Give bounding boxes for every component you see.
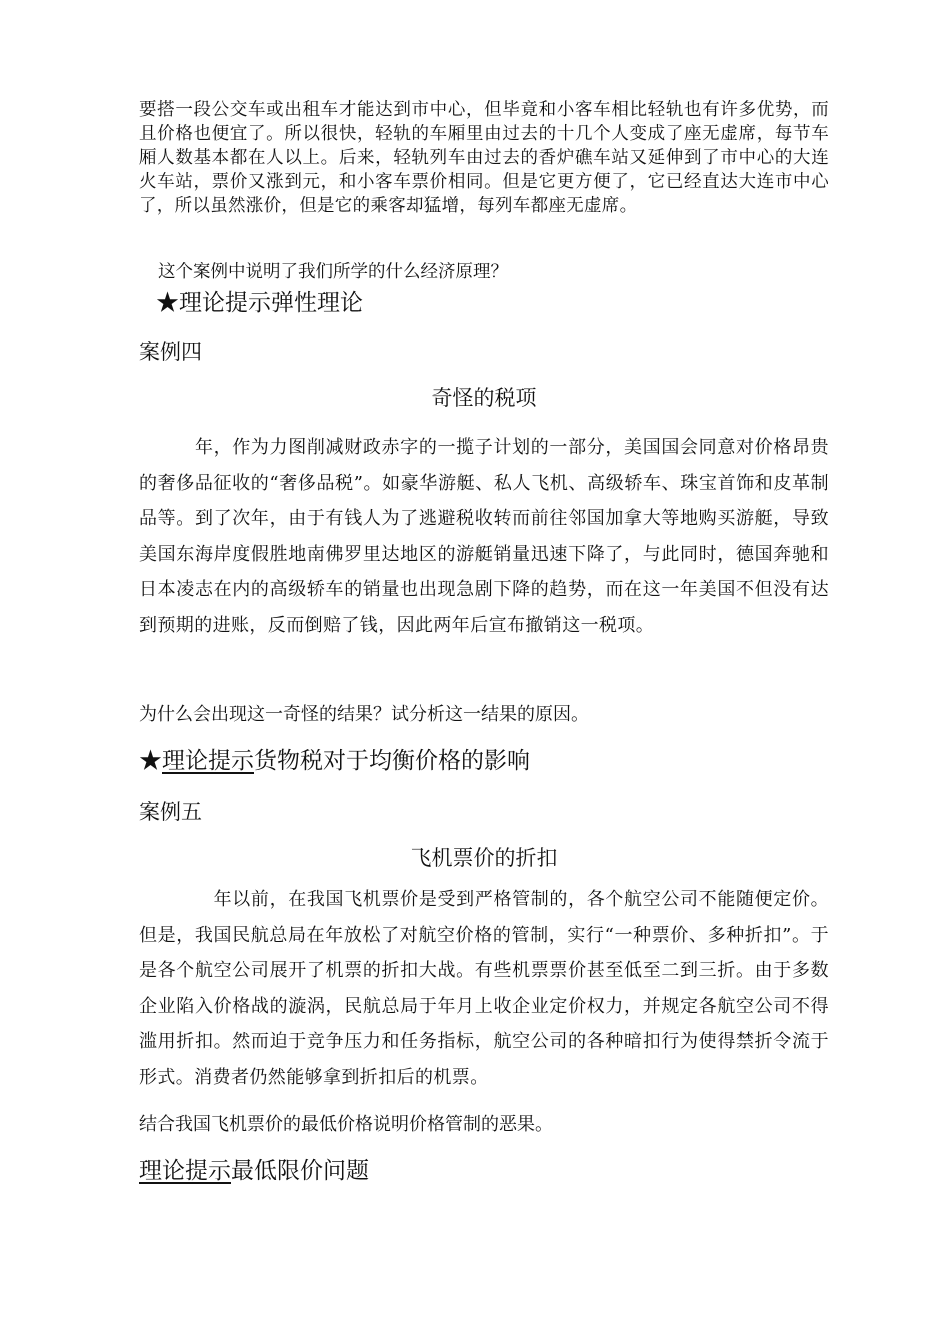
case3-paragraph: 要搭一段公交车或出租车才能达到市中心，但毕竟和小客车相比轻轨也有许多优势，而且价格也便宜了。所以很快，轻轨的车厢里由过去的十几个人变成了座无虚席，每节车厢人数基本都在人以上。后来，轻轨列车由过去的香炉礁车站又延伸到了市中心的大连火车站，票价又涨到元，和小客车票价相同。但是它更方便了，它已经直达大连市中心了，所以虽然涨价，但是它的乘客却猛增，每列车都座无虚席。 xyxy=(139,100,829,216)
theory-hint-text: 货物税对于均衡价格的影响 xyxy=(254,748,530,774)
case4-title: 奇怪的税项 xyxy=(431,386,537,410)
theory-hint-text: 最低限价问题 xyxy=(231,1158,369,1184)
case5-theory-hint xyxy=(139,1152,829,1185)
case5-label: 案例五 xyxy=(139,800,202,824)
case3-question: 这个案例中说明了我们所学的什么经济原理？ xyxy=(158,262,508,282)
case5-paragraph: 年以前，在我国飞机票价是受到严格管制的，各个航空公司不能随便定价。但是，我国民航总局在年放松了对航空价格的管制，实行“一种票价、多种折扣”。于是各个航空公司展开了机票的折扣大战。有些机票票价甚至低至二到三折。由于多数企业陷入价格战的漩涡，民航总局于年月上收企业定价权力，并规定各航空公司不得滥用折扣。然而迫于竞争压力和任务指标，航空公司的各种暗扣行为使得禁折令流于形式。消费者仍然能够拿到折扣后的机票。 xyxy=(139,889,829,1088)
theory-hint-label: 理论提示 xyxy=(162,748,254,774)
case4-label: 案例四 xyxy=(139,340,202,364)
case5-question: 结合我国飞机票价的最低价格说明价格管制的恶果。 xyxy=(139,1114,553,1135)
case4-paragraph: 年，作为力图削减财政赤字的一揽子计划的一部分，美国国会同意对价格昂贵的奢侈品征收的“奢侈品税”。如豪华游艇、私人飞机、高级轿车、珠宝首饰和皮革制品等。到了次年，由于有钱人为了逃避税收转而前往邻国加拿大等地购买游艇，导致美国东海岸度假胜地南佛罗里达地区的游艇销量迅速下降了，与此同时，德国奔驰和日本凌志在内的高级轿车的销量也出现急剧下降的趋势，而在这一年美国不但没有达到预期的进账，反而倒赔了钱，因此两年后宣布撤销这一税项。 xyxy=(139,437,829,636)
case5-title: 飞机票价的折扣 xyxy=(410,846,558,870)
theory-hint-label: 理论提示 xyxy=(139,1158,231,1184)
case4-question: 为什么会出现这一奇怪的结果？试分析这一结果的原因。 xyxy=(139,704,589,725)
case4-theory-hint xyxy=(139,742,829,775)
star-icon: ★ xyxy=(139,748,162,774)
case3-theory-hint: ★理论提示弹性理论 xyxy=(156,290,363,316)
